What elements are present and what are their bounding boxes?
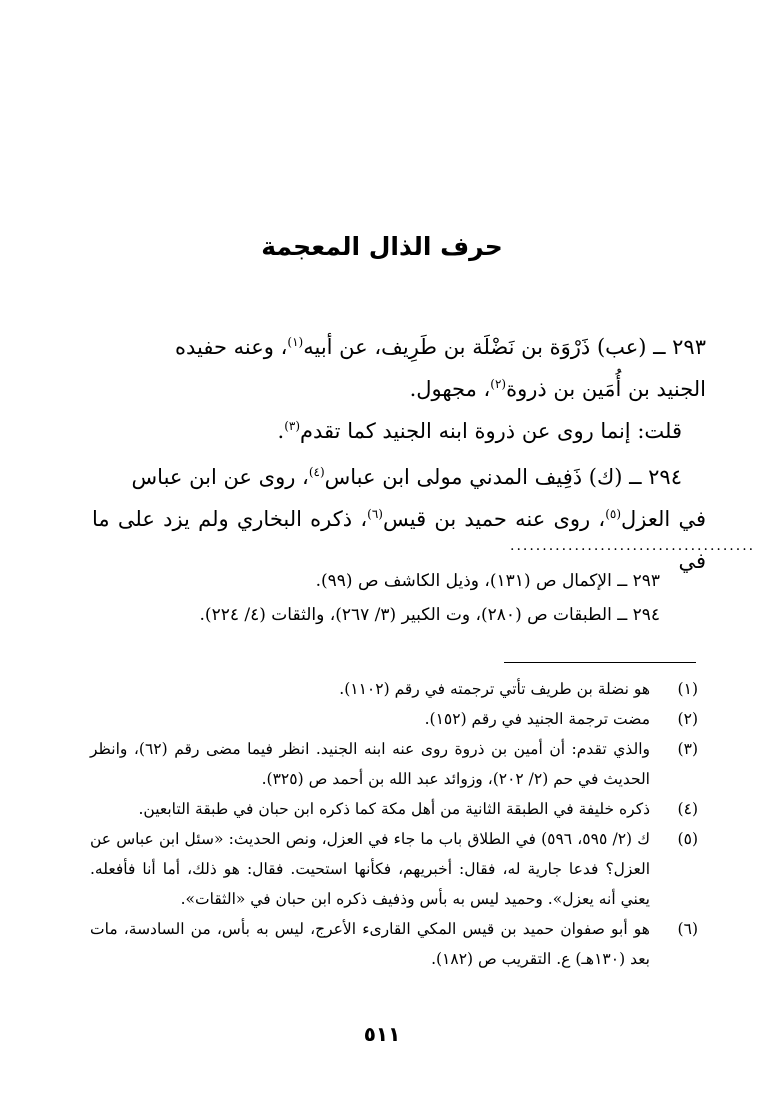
dotted-separator: ......................................: [510, 538, 756, 554]
footnote-divider: [504, 662, 696, 663]
footnotes: [90, 674, 698, 974]
footnote: [90, 824, 698, 914]
reference-294: ٢٩٤ ــ الطبقات ص (٢٨٠)، وت الكبير (٣/ ٢٦٧)، والثقات (٤/ ٢٢٤).: [199, 605, 660, 625]
footnote: [90, 704, 698, 734]
footnote-text: هو نضلة بن طريف تأتي ترجمته في رقم (١١٠٢).: [339, 680, 650, 698]
entry-text: ٢٩٣ ــ (عب) ذَرْوَة بن نَضْلَة بن طَرِيف، عن أبيه: [303, 335, 706, 359]
entry-text: ، روى عن ابن عباس: [131, 465, 309, 489]
entry-293: [92, 326, 706, 452]
footnote-ref-6: (٦): [367, 507, 383, 521]
entry-text: ، مجهول.: [409, 377, 491, 401]
footnote: [90, 794, 698, 824]
entry-293-line-2: [92, 368, 706, 410]
footnote: [90, 674, 698, 704]
page-number: ٥١١: [363, 1022, 401, 1046]
section-heading: حرف الذال المعجمة: [261, 232, 503, 261]
entry-294-line-1: [92, 456, 706, 498]
footnote-number: (٢): [677, 710, 698, 728]
entry-text: .: [277, 419, 285, 443]
footnote: [90, 734, 698, 794]
entry-text: ، ذكره البخاري ولم يزد على ما في: [92, 507, 706, 573]
footnote-ref-3: (٣): [284, 419, 301, 433]
footnote-ref-4: (٤): [308, 465, 325, 479]
entry-text: الجنيد بن أُمَين بن ذروة: [506, 377, 706, 401]
footnote-ref-2: (٢): [490, 377, 507, 391]
footnote-text: هو أبو صفوان حميد بن قيس المكي القارىء الأعرج، ليس به بأس، من السادسة، مات بعد (١٣٠هـ) ع. التقريب ص (١٨٢).: [90, 920, 650, 968]
footnote-text: ك (٢/ ٥٩٥، ٥٩٦) في الطلاق باب ما جاء في العزل، ونص الحديث: «سئل ابن عباس عن العزل؟ فدعا جارية له، فقال: أخبريهم، فكأنها استحيت. فقال: هو ذلك، أما أنا فأفعله. يعني أنه يعزل». وحميد ليس به بأس وذفيف ذكره ابن حبان في «الثقات».: [90, 830, 651, 908]
footnote: [90, 914, 698, 974]
entry-text: ٢٩٤ ــ (ك) ذَفِيف المدني مولى ابن عباس: [324, 465, 682, 489]
footnote-ref-5: (٥): [605, 507, 622, 521]
footnote-number: (٤): [677, 800, 698, 818]
footnote-ref-1: (١): [287, 335, 304, 349]
entry-text: قلت: إنما روى عن ذروة ابنه الجنيد كما تقدم: [300, 419, 682, 443]
entry-text: في العزل: [621, 507, 706, 531]
entry-293-comment: [92, 410, 706, 452]
footnote-number: (١): [677, 680, 698, 698]
entry-text: ، وعنه حفيده: [175, 335, 288, 359]
footnote-number: (٣): [677, 740, 698, 758]
source-references: [92, 564, 660, 632]
footnote-text: مضت ترجمة الجنيد في رقم (١٥٢).: [424, 710, 650, 728]
reference-293: ٢٩٣ ــ الإكمال ص (١٣١)، وذيل الكاشف ص (٩٩).: [315, 571, 660, 591]
entry-text: ، روى عنه حميد بن قيس: [382, 507, 606, 531]
entry-293-line-1: [92, 326, 706, 368]
footnote-text: ذكره خليفة في الطبقة الثانية من أهل مكة كما ذكره ابن حبان في طبقة التابعين.: [138, 800, 650, 818]
footnote-number: (٥): [677, 830, 698, 848]
footnote-text: والذي تقدم: أن أمين بن ذروة روى عنه ابنه الجنيد. انظر فيما مضى رقم (٦٢)، وانظر الحديث في حم (٢/ ٢٠٢)، وزوائد عبد الله بن أحمد ص (٣٢٥).: [90, 740, 650, 788]
footnote-number: (٦): [677, 920, 698, 938]
